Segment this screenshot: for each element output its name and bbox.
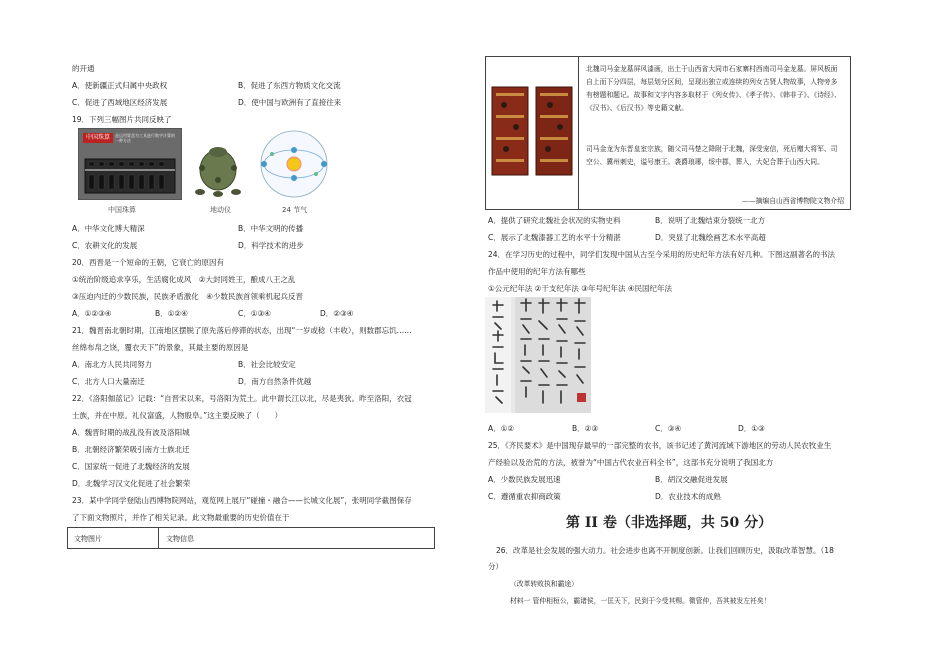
q22-line2: 士族，并在中原。礼仪富盛，人物殷阜。”这主要反映了（ ） — [72, 411, 283, 420]
q23-option-b[interactable]: B．说明了北魏结束分裂统一北方 — [655, 216, 766, 225]
q21-option-d[interactable]: D．南方自然条件优越 — [238, 377, 312, 386]
q18-option-c[interactable]: C．促进了西域地区经济发展 — [72, 98, 168, 107]
q24-line2: 作品中使用的纪年方法有哪些 — [488, 267, 586, 276]
q26-material-1: 材料一 管仲相桓公，霸诸侯，一匡天下，民到于今受其赐。微管仲，吾其被发左衽矣！ — [510, 597, 771, 605]
q19-option-b[interactable]: B．中华文明的传播 — [238, 224, 304, 233]
q25-option-c[interactable]: C．遵循重农抑商政策 — [488, 492, 561, 501]
abacus-banner: 中国珠算 — [83, 133, 113, 143]
artifact-owner-note: 司马金龙为东晋皇室宗族，随父司马楚之降附于北魏，深受宠信，死后赠大将军、司空公、冀州刺史，谥号康王。袭爵琅琊，绥中郡，葬入，大妃合葬于山西大同。 — [586, 145, 838, 166]
q23-option-a[interactable]: A．提供了研究北魏社会状况的实物史料 — [488, 216, 621, 225]
q22-option-d[interactable]: D．北魏学习汉文化促进了社会繁荣 — [72, 479, 191, 488]
q23-line1: 23．某中学同学登陆山西博物院网站，观览网上展厅“碰撞・融合——长城文化展”，张明同学截图保存 — [72, 496, 412, 505]
q20-stem: 20．西晋是一个短命的王朝，它衰亡的原因有 — [72, 258, 225, 267]
q26-line2: 分） — [488, 562, 503, 571]
q24-option-b[interactable]: B．②③ — [572, 424, 599, 433]
artifact-source: ——摘编自山西省博物院文物介绍 — [742, 197, 844, 205]
q23-option-d[interactable]: D．突显了北魏绘画艺术水平高超 — [655, 233, 766, 242]
calligraphy-image — [485, 297, 591, 413]
q26-line1: 26．改革是社会发展的强大动力。社会进步也离不开制度创新。让我们回顾历史，汲取改革智慧。（18 — [496, 546, 834, 555]
q19-stem: 19．下列三幅图片共同反映了 — [72, 115, 172, 124]
solar-terms-caption: 24 节气 — [282, 206, 308, 214]
q20-option-a[interactable]: A．①②③④ — [72, 309, 112, 318]
table-header-info: 文物信息 — [166, 535, 194, 543]
q20-line1: ①统治阶级追求享乐，生活腐化成风 ②大封同姓王，酿成八王之乱 — [72, 275, 296, 284]
q20-line2: ③压迫内迁的少数民族，民族矛盾激化 ④少数民族首领乘机起兵反晋 — [72, 292, 303, 301]
q19-option-c[interactable]: C．农耕文化的发展 — [72, 241, 138, 250]
q23-option-c[interactable]: C．展示了北魏漆器工艺的水平十分精湛 — [488, 233, 621, 242]
q20-option-b[interactable]: B．①②④ — [155, 309, 188, 318]
artifact-table — [67, 527, 435, 549]
q22-line1: 22．《洛阳伽蓝记》记载：“自晋宋以来，号洛阳为荒土。此中谓长江以北，尽是夷狄。昨至洛阳，衣冠 — [72, 394, 412, 403]
abacus-caption: 中国珠算 — [108, 206, 136, 214]
q24-option-a[interactable]: A．①② — [488, 424, 515, 433]
q24-line3: ①公元纪年法 ②干支纪年法 ③年号纪年法 ④民国纪年法 — [488, 284, 673, 293]
q20-option-d[interactable]: D．②③④ — [320, 309, 354, 318]
section-heading: 第 II 卷（非选择题，共 50 分） — [566, 515, 773, 531]
q21-line2: 丝绵布帛之饶，覆衣天下”的景象，其最主要的原因是 — [72, 343, 249, 352]
q23-line2: 了下面文物照片，并作了相关记录。此文物最重要的历史价值在于 — [72, 513, 290, 522]
q25-option-b[interactable]: B．胡汉交融促进发展 — [655, 475, 728, 484]
q25-option-a[interactable]: A．少数民族发展迅速 — [488, 475, 561, 484]
table-header-image: 文物图片 — [74, 535, 102, 543]
q22-option-a[interactable]: A．魏晋时期的战乱没有波及洛阳城 — [72, 428, 190, 437]
abacus-image — [78, 128, 182, 200]
seismograph-caption: 地动仪 — [210, 206, 231, 214]
q21-option-a[interactable]: A．南北方人民共同努力 — [72, 360, 153, 369]
artifact-info-box — [485, 56, 851, 210]
q18-option-a[interactable]: A．使新疆正式归属中央政权 — [72, 81, 168, 90]
q25-line1: 25．《齐民要术》是中国现存最早的一部完整的农书，该书记述了黄河流域下游地区的劳动人民农牧业生 — [488, 441, 832, 450]
q25-option-d[interactable]: D．农业技术的成熟 — [655, 492, 721, 501]
q21-option-b[interactable]: B．社会比较安定 — [238, 360, 296, 369]
q22-option-c[interactable]: C．国家统一促进了北魏经济的发展 — [72, 462, 190, 471]
q21-option-c[interactable]: C．北方人口大量南迁 — [72, 377, 145, 386]
q18-option-b[interactable]: B．促进了东西方物质文化交流 — [238, 81, 341, 90]
q19-option-a[interactable]: A．中华文化博大精深 — [72, 224, 145, 233]
q18-option-d[interactable]: D．使中国与欧洲有了直接往来 — [238, 98, 342, 107]
solar-terms-image — [258, 128, 330, 200]
q19-option-d[interactable]: D．科学技术的进步 — [238, 241, 304, 250]
q20-option-c[interactable]: C．①③④ — [238, 309, 271, 318]
q24-line1: 24．在学习历史的过程中，同学们发现中国从古至今采用的历史纪年方法有好几种。下图这副著名的书法 — [488, 250, 836, 259]
q24-option-d[interactable]: D．①③ — [738, 424, 765, 433]
lacquer-screen-image — [490, 85, 574, 177]
artifact-description: 北魏司马金龙墓屏风漆画，出土于山西省大同市石家寨村西南司马金龙墓。屏风板面自上而下分四层，每层划分区间，呈现出独立或连续的列女古贤人物故事，人物旁多有榜题和题记。故事和文字内容多取材于《列女传》、《孝子传》、《韩非子》、《诗经》、《汉书》、《后汉书》等史籍文献。 — [586, 65, 841, 112]
q25-line2: 产经验以及治荒的方法，被誉为“中国古代农业百科全书”，这部书充分说明了我国北方 — [488, 458, 774, 467]
q26-subtitle: （改革转败执和霸途） — [510, 580, 578, 588]
seismograph-image — [192, 140, 244, 198]
q24-option-c[interactable]: C．③④ — [655, 424, 682, 433]
q21-line1: 21．魏晋南北朝时期，江南地区摆脱了原先落后停滞的状态，出现“一岁或稔（丰收），则数郡忘饥…… — [72, 326, 412, 335]
q18-tail: 的开通 — [72, 64, 95, 73]
q22-option-b[interactable]: B．北朝经济繁荣吸引南方士族北迁 — [72, 445, 190, 454]
abacus-banner-sub: 是运用算盘为工具进行数字计算的一种方法 — [115, 133, 175, 143]
